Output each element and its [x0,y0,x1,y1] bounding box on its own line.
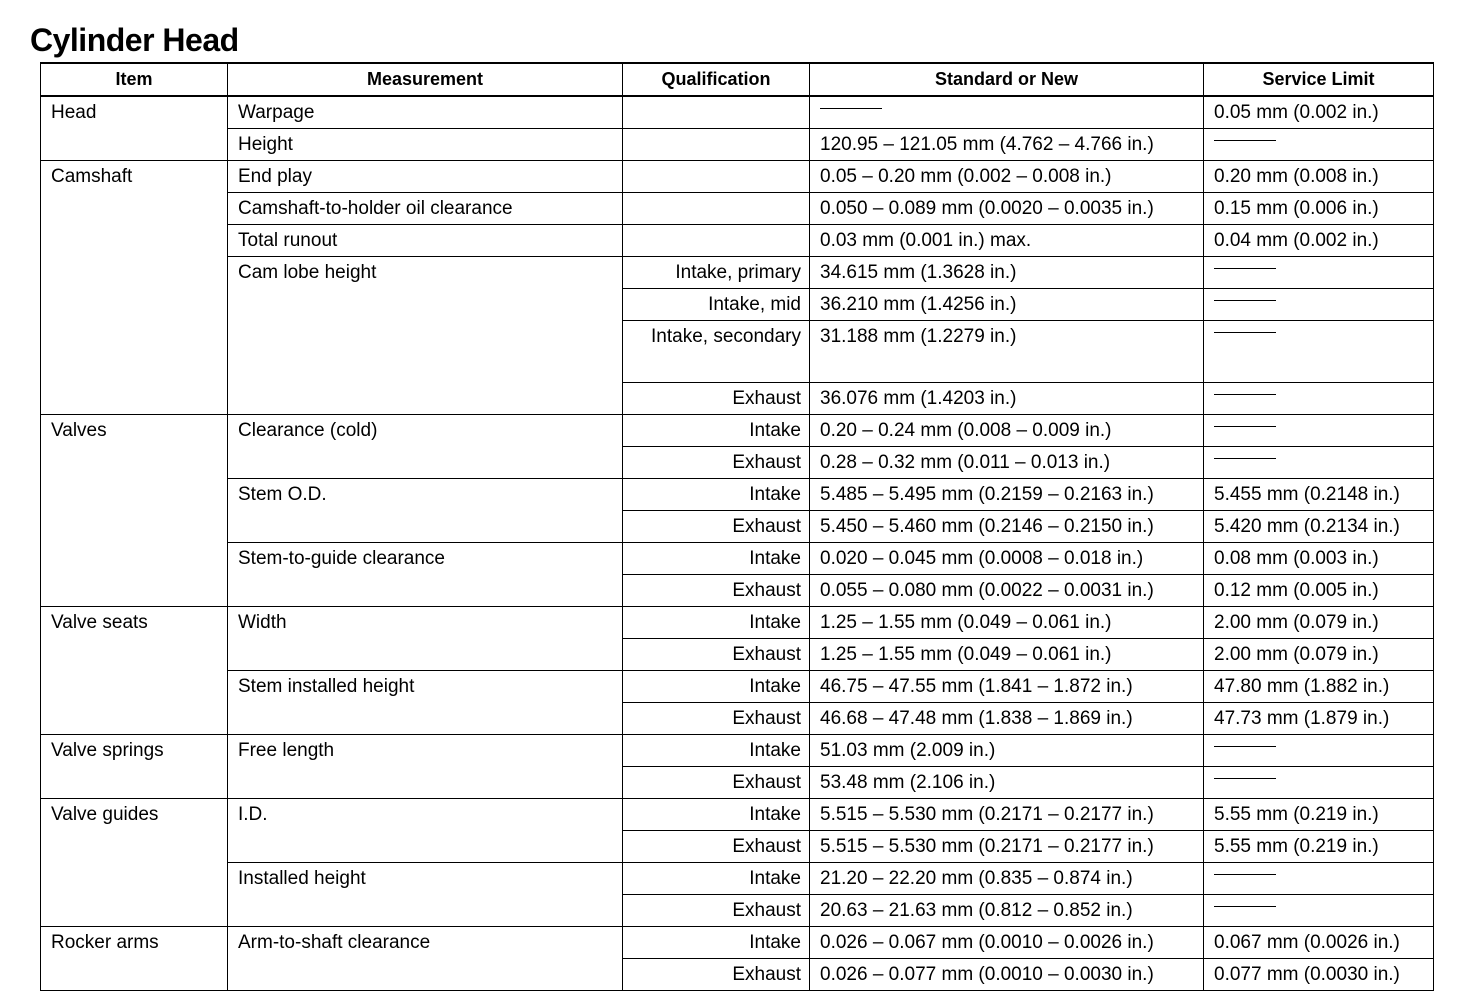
table-row [41,415,1434,447]
standard-cell: 0.055 – 0.080 mm (0.0022 – 0.0031 in.) [810,575,1204,607]
table-row [41,257,1434,289]
header-service-limit: Service Limit [1204,63,1434,96]
qualification-cell: Exhaust [623,767,810,799]
standard-cell: 5.450 – 5.460 mm (0.2146 – 0.2150 in.) [810,511,1204,543]
service-limit-cell: 2.00 mm (0.079 in.) [1204,607,1434,639]
qualification-cell: Intake, secondary [623,321,810,383]
qualification-cell: Exhaust [623,895,810,927]
service-limit-cell: 0.067 mm (0.0026 in.) [1204,927,1434,959]
service-limit-cell: 0.08 mm (0.003 in.) [1204,543,1434,575]
standard-cell: 36.210 mm (1.4256 in.) [810,289,1204,321]
service-limit-cell [1204,257,1434,289]
table-row [41,607,1434,639]
table-row [41,735,1434,767]
dash-mark [820,108,882,109]
service-limit-cell: 2.00 mm (0.079 in.) [1204,639,1434,671]
service-limit-cell [1204,447,1434,479]
qualification-cell: Intake [623,607,810,639]
standard-cell: 5.515 – 5.530 mm (0.2171 – 0.2177 in.) [810,799,1204,831]
table-row [41,96,1434,129]
standard-cell: 1.25 – 1.55 mm (0.049 – 0.061 in.) [810,639,1204,671]
qualification-cell: Exhaust [623,831,810,863]
measurement-cell: Cam lobe height [228,257,623,415]
measurement-cell: End play [228,161,623,193]
dash-mark [1214,874,1276,875]
standard-cell: 20.63 – 21.63 mm (0.812 – 0.852 in.) [810,895,1204,927]
standard-cell: 0.28 – 0.32 mm (0.011 – 0.013 in.) [810,447,1204,479]
standard-cell: 5.515 – 5.530 mm (0.2171 – 0.2177 in.) [810,831,1204,863]
qualification-cell: Intake, primary [623,257,810,289]
measurement-cell: Clearance (cold) [228,415,623,479]
standard-cell: 5.485 – 5.495 mm (0.2159 – 0.2163 in.) [810,479,1204,511]
service-limit-cell [1204,735,1434,767]
table-row [41,927,1434,959]
qualification-cell: Exhaust [623,511,810,543]
standard-cell: 31.188 mm (1.2279 in.) [810,321,1204,383]
qualification-cell: Exhaust [623,959,810,991]
measurement-cell: Free length [228,735,623,799]
standard-cell: 0.020 – 0.045 mm (0.0008 – 0.018 in.) [810,543,1204,575]
spec-table [40,62,1434,991]
qualification-cell: Intake [623,671,810,703]
header-standard: Standard or New [810,63,1204,96]
qualification-cell: Intake, mid [623,289,810,321]
service-limit-cell: 5.55 mm (0.219 in.) [1204,831,1434,863]
qualification-cell: Intake [623,799,810,831]
item-cell: Camshaft [41,161,228,415]
dash-mark [1214,300,1276,301]
measurement-cell: Installed height [228,863,623,927]
service-limit-cell: 5.420 mm (0.2134 in.) [1204,511,1434,543]
service-limit-cell: 47.73 mm (1.879 in.) [1204,703,1434,735]
item-cell: Valves [41,415,228,607]
qualification-cell: Exhaust [623,447,810,479]
service-limit-cell: 0.12 mm (0.005 in.) [1204,575,1434,607]
table-row [41,225,1434,257]
spec-body [41,96,1434,991]
measurement-cell: Total runout [228,225,623,257]
header-qualification: Qualification [623,63,810,96]
table-row [41,161,1434,193]
dash-mark [1214,394,1276,395]
item-cell: Head [41,96,228,161]
standard-cell: 0.05 – 0.20 mm (0.002 – 0.008 in.) [810,161,1204,193]
table-row [41,193,1434,225]
table-row [41,863,1434,895]
measurement-cell: Stem installed height [228,671,623,735]
service-limit-cell: 5.455 mm (0.2148 in.) [1204,479,1434,511]
table-row [41,671,1434,703]
standard-cell: 53.48 mm (2.106 in.) [810,767,1204,799]
standard-cell: 21.20 – 22.20 mm (0.835 – 0.874 in.) [810,863,1204,895]
dash-mark [1214,140,1276,141]
service-limit-cell [1204,129,1434,161]
standard-cell: 46.68 – 47.48 mm (1.838 – 1.869 in.) [810,703,1204,735]
service-limit-cell: 5.55 mm (0.219 in.) [1204,799,1434,831]
item-cell: Valve seats [41,607,228,735]
service-limit-cell [1204,415,1434,447]
qualification-cell [623,161,810,193]
measurement-cell: Stem-to-guide clearance [228,543,623,607]
standard-cell: 0.026 – 0.077 mm (0.0010 – 0.0030 in.) [810,959,1204,991]
header-row [41,63,1434,96]
dash-mark [1214,268,1276,269]
qualification-cell: Exhaust [623,383,810,415]
measurement-cell: I.D. [228,799,623,863]
standard-cell: 51.03 mm (2.009 in.) [810,735,1204,767]
qualification-cell: Intake [623,735,810,767]
dash-mark [1214,778,1276,779]
standard-cell [810,96,1204,129]
standard-cell: 0.03 mm (0.001 in.) max. [810,225,1204,257]
qualification-cell: Intake [623,863,810,895]
page-title: Cylinder Head [30,22,239,58]
table-row [41,129,1434,161]
qualification-cell: Intake [623,415,810,447]
measurement-cell: Arm-to-shaft clearance [228,927,623,991]
qualification-cell: Exhaust [623,639,810,671]
measurement-cell: Camshaft-to-holder oil clearance [228,193,623,225]
dash-mark [1214,332,1276,333]
service-limit-cell: 47.80 mm (1.882 in.) [1204,671,1434,703]
table-row [41,799,1434,831]
service-limit-cell [1204,321,1434,383]
service-limit-cell: 0.077 mm (0.0030 in.) [1204,959,1434,991]
header-measurement: Measurement [228,63,623,96]
qualification-cell: Intake [623,543,810,575]
item-cell: Rocker arms [41,927,228,991]
measurement-cell: Height [228,129,623,161]
standard-cell: 0.026 – 0.067 mm (0.0010 – 0.0026 in.) [810,927,1204,959]
dash-mark [1214,458,1276,459]
qualification-cell [623,96,810,129]
header-item: Item [41,63,228,96]
qualification-cell: Exhaust [623,575,810,607]
measurement-cell: Warpage [228,96,623,129]
measurement-cell: Stem O.D. [228,479,623,543]
qualification-cell: Intake [623,479,810,511]
standard-cell: 1.25 – 1.55 mm (0.049 – 0.061 in.) [810,607,1204,639]
service-limit-cell: 0.05 mm (0.002 in.) [1204,96,1434,129]
service-limit-cell [1204,767,1434,799]
service-limit-cell [1204,289,1434,321]
standard-cell: 0.20 – 0.24 mm (0.008 – 0.009 in.) [810,415,1204,447]
item-cell: Valve springs [41,735,228,799]
standard-cell: 46.75 – 47.55 mm (1.841 – 1.872 in.) [810,671,1204,703]
qualification-cell: Intake [623,927,810,959]
measurement-cell: Width [228,607,623,671]
item-cell: Valve guides [41,799,228,927]
standard-cell: 0.050 – 0.089 mm (0.0020 – 0.0035 in.) [810,193,1204,225]
qualification-cell [623,225,810,257]
service-limit-cell: 0.15 mm (0.006 in.) [1204,193,1434,225]
standard-cell: 120.95 – 121.05 mm (4.762 – 4.766 in.) [810,129,1204,161]
dash-mark [1214,746,1276,747]
service-limit-cell [1204,895,1434,927]
service-limit-cell [1204,383,1434,415]
service-limit-cell: 0.20 mm (0.008 in.) [1204,161,1434,193]
qualification-cell [623,129,810,161]
qualification-cell: Exhaust [623,703,810,735]
service-limit-cell: 0.04 mm (0.002 in.) [1204,225,1434,257]
service-limit-cell [1204,863,1434,895]
table-row [41,479,1434,511]
dash-mark [1214,906,1276,907]
standard-cell: 34.615 mm (1.3628 in.) [810,257,1204,289]
qualification-cell [623,193,810,225]
table-row [41,543,1434,575]
standard-cell: 36.076 mm (1.4203 in.) [810,383,1204,415]
dash-mark [1214,426,1276,427]
